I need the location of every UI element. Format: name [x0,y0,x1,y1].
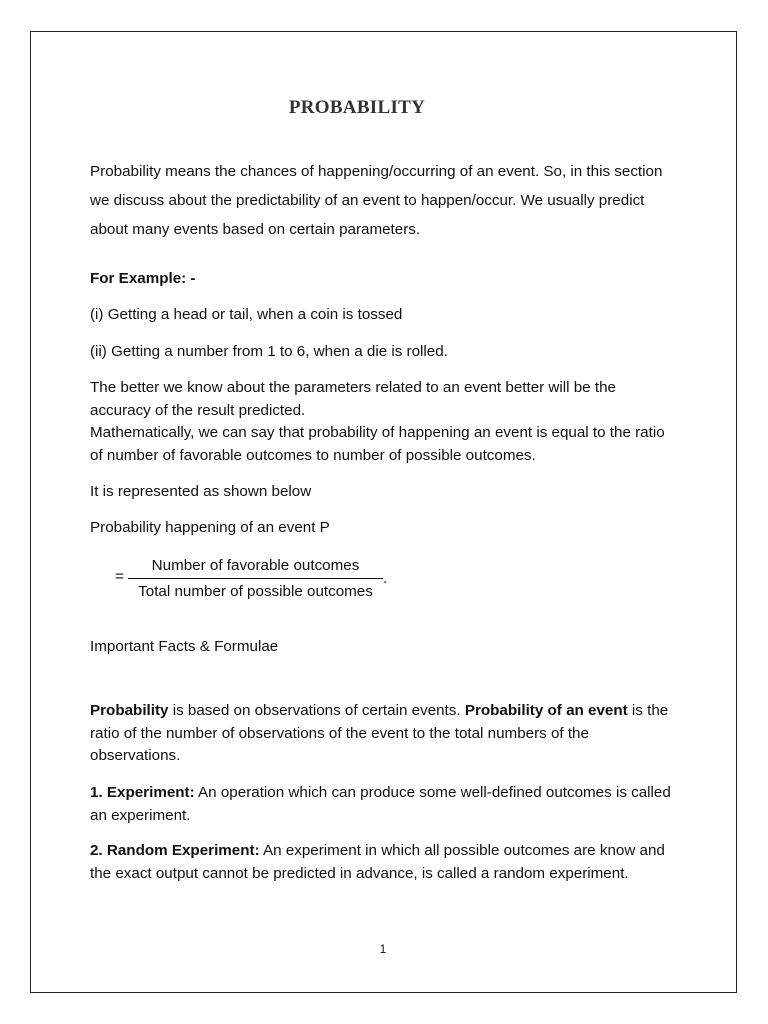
mathematical-definition-text: Mathematically, we can say that probability of happening an event is equal to the ratio of number of favorable outcomes to number of possible outcomes. [90,424,665,464]
formula-label: Probability happening of an event P [90,519,330,536]
example-item-die: (ii) Getting a number from 1 to 6, when a die is rolled. [90,343,448,360]
experiment-text: An operation which can produce some well-defined outcomes is called an experiment. [90,784,671,824]
example-item-coin: (i) Getting a head or tail, when a coin is tossed [90,306,403,323]
facts-heading: Important Facts & Formulae [90,638,279,655]
probability-text-2: is the ratio of the number of observations of the event to the total numbers of the observations. [90,702,669,764]
probability-definition-paragraph [90,700,680,768]
accuracy-paragraph [90,377,680,467]
formula-denominator: Total number of possible outcomes [138,583,373,600]
random-experiment-text: An experiment in which all possible outcomes are know and the exact output cannot be predicted in advance, is called a random experiment. [90,842,665,882]
probability-of-event-term: Probability of an event [464,702,628,719]
experiment-term: 1. Experiment: [90,784,195,801]
represented-text: It is represented as shown below [90,483,312,500]
formula-numerator: Number of favorable outcomes [151,557,360,574]
formula-period: . [383,570,388,587]
formula-fraction [128,555,383,603]
example-heading: For Example: - [90,270,196,287]
definition-experiment [90,782,680,827]
intro-paragraph: Probability means the chances of happening/occurring of an event. So, in this section we discuss about the predictability of an event to happen/occur. We usually predict about many events based on certain parameters. [90,163,663,238]
accuracy-text: The better we know about the parameters related to an event better will be the accuracy of the result predicted. [90,379,616,419]
probability-text-1: is based on observations of certain events. [168,702,465,719]
page-number: 1 [379,942,387,956]
fraction-bar [128,578,383,579]
random-experiment-term: 2. Random Experiment: [90,842,260,859]
definition-random-experiment [90,840,680,885]
probability-term: Probability [90,702,169,719]
page-title: PROBABILITY [288,97,426,118]
formula-equals: = [115,568,124,585]
